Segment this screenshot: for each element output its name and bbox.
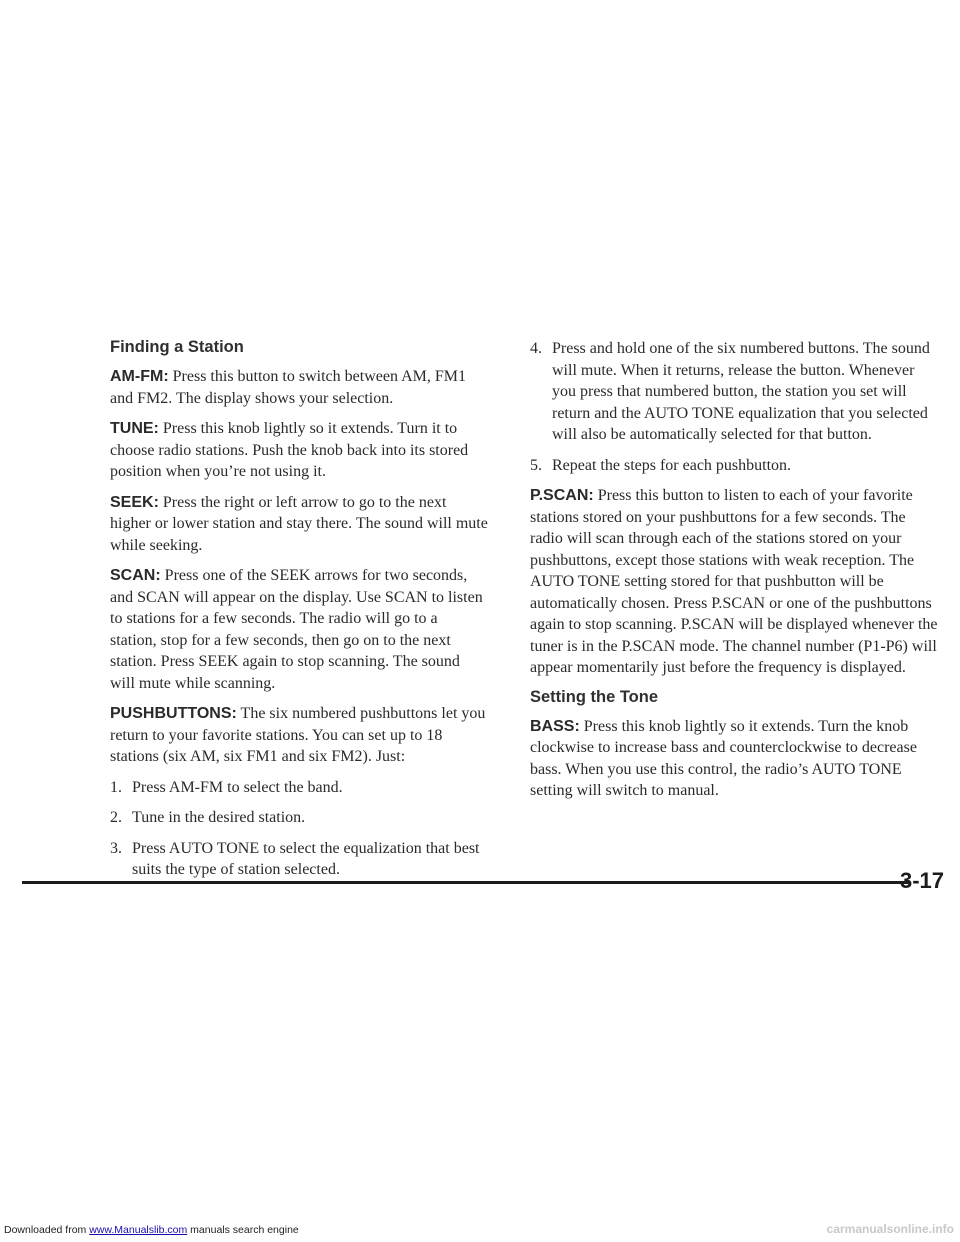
text-pushbuttons: The six numbered pushbuttons let you return to your favorite stations. You can set up to 18 stations (six AM, six FM1 and six FM2). Just: bbox=[110, 705, 486, 765]
text-am-fm: Press this button to switch between AM, FM1 and FM2. The display shows your selection. bbox=[110, 368, 466, 407]
manualslib-link[interactable]: www.Manualslib.com bbox=[89, 1224, 188, 1236]
step-text: Tune in the desired station. bbox=[132, 809, 306, 826]
download-footer bbox=[4, 1224, 299, 1236]
section-heading-finding-station: Finding a Station bbox=[110, 338, 244, 356]
text-scan: Press one of the SEEK arrows for two seconds, and SCAN will appear on the display. Use SCAN to listen to stations for a few seconds. The radio will go to a station, stop for a few seconds, then go on to the next station. Press SEEK again to stop scanning. The sound will mute while scanning. bbox=[110, 567, 483, 692]
watermark: carmanualsonline.info bbox=[826, 1222, 954, 1236]
left-column bbox=[110, 338, 488, 890]
step-text: Press AM-FM to select the band. bbox=[132, 778, 343, 796]
text-seek: Press the right or left arrow to go to the next higher or lower station and stay there. The sound will mute while seeking. bbox=[110, 493, 488, 554]
list-item bbox=[530, 338, 942, 446]
step-number: 4. bbox=[530, 340, 542, 357]
paragraph-tune bbox=[110, 418, 488, 483]
step-number: 5. bbox=[530, 456, 542, 474]
paragraph-am-fm bbox=[110, 366, 488, 409]
text-tune: Press this knob lightly so it extends. Turn it to choose radio stations. Push the knob back into its stored position when you’re not using it. bbox=[110, 420, 469, 480]
list-item bbox=[110, 838, 488, 881]
paragraph-scan bbox=[110, 565, 488, 694]
step-text: Press AUTO TONE to select the equalization that best suits the type of station selected. bbox=[132, 839, 480, 878]
term-bass: BASS: bbox=[530, 717, 580, 735]
footer-prefix: Downloaded from bbox=[4, 1224, 90, 1236]
step-number: 3. bbox=[110, 839, 122, 857]
paragraph-pushbuttons bbox=[110, 703, 488, 768]
step-text: Repeat the steps for each pushbutton. bbox=[552, 456, 792, 474]
step-number: 1. bbox=[110, 778, 122, 796]
paragraph-pscan bbox=[530, 485, 942, 679]
list-item bbox=[530, 455, 942, 477]
text-pscan: Press this button to listen to each of your favorite stations stored on your pushbuttons for a few seconds. The radio will scan through each of the stations stored on your pushbuttons, except those stations with weak reception. The AUTO TONE setting stored for that pushbutton will be automatically chosen. Press P.SCAN or one of the pushbuttons again to stop scanning. P.SCAN will be displayed whenever the tuner is in the P.SCAN mode. The channel number (P1-P6) will appear momentarily just before the frequency is displayed. bbox=[530, 487, 938, 676]
text-bass: Press this knob lightly so it extends. Turn the knob clockwise to increase bass and counterclockwise to decrease bass. When you use this control, the radio’s AUTO TONE setting will switch to manual. bbox=[530, 717, 917, 799]
footer-rule bbox=[22, 881, 910, 884]
term-tune: TUNE: bbox=[110, 420, 159, 437]
term-seek: SEEK: bbox=[110, 493, 159, 511]
list-item bbox=[110, 777, 488, 799]
paragraph-bass bbox=[530, 716, 942, 802]
right-column bbox=[530, 338, 942, 811]
term-am-fm: AM-FM: bbox=[110, 368, 169, 385]
step-number: 2. bbox=[110, 809, 122, 826]
term-pscan: P.SCAN: bbox=[530, 487, 594, 504]
page-number: 3-17 bbox=[899, 868, 944, 893]
section-heading-setting-tone: Setting the Tone bbox=[530, 687, 659, 706]
footer-suffix: manuals search engine bbox=[187, 1224, 299, 1236]
term-pushbuttons: PUSHBUTTONS: bbox=[110, 705, 237, 722]
paragraph-seek bbox=[110, 492, 488, 557]
step-text: Press and hold one of the six numbered buttons. The sound will mute. When it returns, release the button. Whenever you press that numbered button, the station you set will return and the AUTO TONE equalization that you selected will also be automatically selected for that button. bbox=[552, 340, 930, 443]
term-scan: SCAN: bbox=[110, 567, 161, 584]
list-item bbox=[110, 807, 488, 829]
